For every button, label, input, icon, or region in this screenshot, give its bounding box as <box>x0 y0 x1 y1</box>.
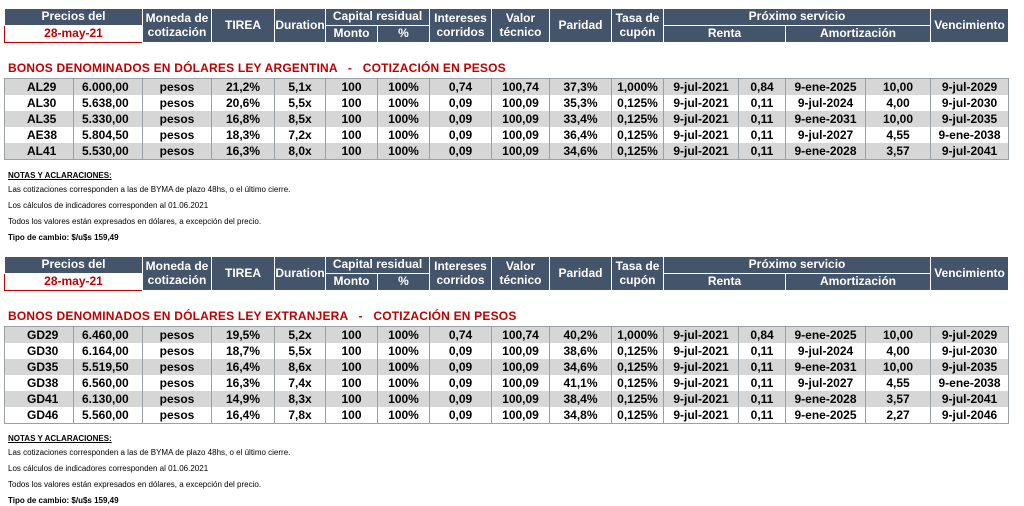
header-valor-tecnico: Valor técnico <box>492 257 550 291</box>
cell-intereses: 0,09 <box>430 95 492 111</box>
cell-price: 5.519,50 <box>74 359 143 375</box>
cell-valor-tecnico: 100,09 <box>492 359 550 375</box>
cell-duration: 8,6x <box>275 359 326 375</box>
cell-renta-fecha: 9-jul-2021 <box>664 359 739 375</box>
cell-vencimiento: 9-jul-2041 <box>931 391 1009 407</box>
cell-ticker-price <box>5 375 74 391</box>
cell-tirea: 19,5% <box>212 327 275 344</box>
cell-renta-valor: 0,11 <box>739 359 786 375</box>
cell-monto: 100 <box>326 343 378 359</box>
cell-ticker-price <box>5 143 74 160</box>
header-vencimiento: Vencimiento <box>931 9 1009 43</box>
cell-ticker: GD30 <box>27 344 59 358</box>
cell-tirea: 21,2% <box>212 79 275 96</box>
cell-amortizacion-fecha: 9-ene-2028 <box>786 391 866 407</box>
cell-renta-valor: 0,11 <box>739 95 786 111</box>
table-row <box>5 359 1009 375</box>
cell-duration: 8,3x <box>275 391 326 407</box>
notes-line: Todos los valores están expresados en dólares, a excepción del precio. <box>8 480 262 489</box>
notes-line: Las cotizaciones corresponden a las de BYMA de plazo 48hs, o el último cierre. <box>8 185 291 194</box>
cell-intereses: 0,09 <box>430 127 492 143</box>
cell-intereses: 0,09 <box>430 375 492 391</box>
cell-duration: 8,5x <box>275 111 326 127</box>
table-row <box>5 79 1009 96</box>
cell-tirea: 16,8% <box>212 111 275 127</box>
cell-tasa-cupon: 0,125% <box>612 391 664 407</box>
cell-renta-fecha: 9-jul-2021 <box>664 327 739 344</box>
cell-ticker: GD46 <box>27 408 59 422</box>
table-row <box>5 407 1009 424</box>
cell-renta-fecha: 9-jul-2021 <box>664 407 739 424</box>
header-monto: Monto <box>326 26 378 43</box>
header-proximo-servicio: Próximo servicio <box>664 9 931 26</box>
cell-duration: 8,0x <box>275 143 326 160</box>
cell-tasa-cupon: 0,125% <box>612 111 664 127</box>
header-amortizacion: Amortización <box>786 26 931 43</box>
cell-paridad: 36,4% <box>550 127 612 143</box>
header-renta: Renta <box>664 26 786 43</box>
header-monto: Monto <box>326 274 378 291</box>
cell-price: 6.460,00 <box>74 327 143 344</box>
cell-pct: 100% <box>378 143 430 160</box>
cell-vencimiento: 9-jul-2029 <box>931 327 1009 344</box>
table-row <box>5 95 1009 111</box>
section-title: BONOS DENOMINADOS EN DÓLARES LEY ARGENTINA - COTIZACIÓN EN PESOS <box>8 61 506 75</box>
cell-pct: 100% <box>378 407 430 424</box>
cell-duration: 7,2x <box>275 127 326 143</box>
cell-paridad: 35,3% <box>550 95 612 111</box>
notes-fx <box>8 496 290 506</box>
cell-moneda: pesos <box>143 79 212 96</box>
cell-amortizacion-valor: 10,00 <box>866 79 931 96</box>
cell-amortizacion-fecha: 9-jul-2024 <box>786 95 866 111</box>
cell-tirea: 14,9% <box>212 391 275 407</box>
cell-ticker-price <box>5 359 74 375</box>
cell-paridad: 38,4% <box>550 391 612 407</box>
cell-amortizacion-valor: 10,00 <box>866 111 931 127</box>
cell-renta-valor: 0,11 <box>739 407 786 424</box>
cell-tirea: 20,6% <box>212 95 275 111</box>
cell-amortizacion-fecha: 9-ene-2031 <box>786 359 866 375</box>
cell-monto: 100 <box>326 327 378 344</box>
cell-ticker: GD38 <box>27 376 59 390</box>
cell-moneda: pesos <box>143 407 212 424</box>
cell-amortizacion-fecha: 9-ene-2031 <box>786 111 866 127</box>
cell-tasa-cupon: 0,125% <box>612 375 664 391</box>
cell-renta-fecha: 9-jul-2021 <box>664 343 739 359</box>
cell-amortizacion-fecha: 9-jul-2027 <box>786 375 866 391</box>
cell-pct: 100% <box>378 95 430 111</box>
cell-renta-valor: 0,84 <box>739 79 786 96</box>
header-tirea: TIREA <box>212 257 275 291</box>
cell-renta-fecha: 9-jul-2021 <box>664 111 739 127</box>
cell-vencimiento: 9-jul-2029 <box>931 79 1009 96</box>
cell-pct: 100% <box>378 111 430 127</box>
cell-valor-tecnico: 100,09 <box>492 111 550 127</box>
header-duration: Duration <box>275 257 326 291</box>
cell-renta-valor: 0,11 <box>739 127 786 143</box>
cell-paridad: 34,8% <box>550 407 612 424</box>
cell-vencimiento: 9-ene-2038 <box>931 127 1009 143</box>
header-precios-label: Precios del <box>5 257 143 274</box>
header-intereses: Intereses corridos <box>430 9 492 43</box>
cell-ticker-price <box>5 407 74 424</box>
cell-paridad: 41,1% <box>550 375 612 391</box>
data-table <box>4 326 1009 424</box>
cell-monto: 100 <box>326 375 378 391</box>
header-capital-residual: Capital residual <box>326 9 430 26</box>
cell-vencimiento: 9-jul-2046 <box>931 407 1009 424</box>
cell-ticker: AL29 <box>27 80 57 94</box>
cell-pct: 100% <box>378 359 430 375</box>
notes-title: NOTAS Y ACLARACIONES: <box>8 171 112 180</box>
cell-amortizacion-fecha: 9-jul-2024 <box>786 343 866 359</box>
cell-moneda: pesos <box>143 391 212 407</box>
cell-vencimiento: 9-jul-2030 <box>931 343 1009 359</box>
header-pct: % <box>378 274 430 291</box>
header-amortizacion: Amortización <box>786 274 931 291</box>
cell-duration: 5,1x <box>275 79 326 96</box>
cell-tasa-cupon: 0,125% <box>612 127 664 143</box>
cell-moneda: pesos <box>143 375 212 391</box>
cell-renta-valor: 0,11 <box>739 143 786 160</box>
cell-renta-valor: 0,11 <box>739 375 786 391</box>
cell-amortizacion-valor: 3,57 <box>866 143 931 160</box>
cell-valor-tecnico: 100,09 <box>492 375 550 391</box>
cell-amortizacion-valor: 10,00 <box>866 327 931 344</box>
cell-amortizacion-valor: 4,55 <box>866 127 931 143</box>
cell-paridad: 34,6% <box>550 359 612 375</box>
cell-price: 5.560,00 <box>74 407 143 424</box>
header-tasa-cupon: Tasa de cupón <box>612 257 664 291</box>
cell-moneda: pesos <box>143 111 212 127</box>
cell-renta-fecha: 9-jul-2021 <box>664 143 739 160</box>
notes-line: Los cálculos de indicadores corresponden al 01.06.2021 <box>8 201 209 210</box>
cell-vencimiento: 9-jul-2030 <box>931 95 1009 111</box>
cell-tirea: 16,4% <box>212 359 275 375</box>
cell-moneda: pesos <box>143 143 212 160</box>
cell-amortizacion-valor: 4,00 <box>866 343 931 359</box>
cell-renta-valor: 0,11 <box>739 391 786 407</box>
cell-duration: 7,4x <box>275 375 326 391</box>
cell-ticker: AL41 <box>27 144 57 158</box>
cell-amortizacion-fecha: 9-ene-2025 <box>786 327 866 344</box>
cell-intereses: 0,74 <box>430 79 492 96</box>
cell-duration: 5,5x <box>275 343 326 359</box>
cell-moneda: pesos <box>143 127 212 143</box>
cell-moneda: pesos <box>143 343 212 359</box>
cell-ticker-price <box>5 111 74 127</box>
header-tasa-cupon: Tasa de cupón <box>612 9 664 43</box>
cell-intereses: 0,09 <box>430 359 492 375</box>
cell-renta-fecha: 9-jul-2021 <box>664 127 739 143</box>
fx-label: Tipo de cambio: <box>8 496 72 505</box>
fx-label: Tipo de cambio: <box>8 233 72 242</box>
cell-tasa-cupon: 0,125% <box>612 95 664 111</box>
cell-vencimiento: 9-jul-2035 <box>931 359 1009 375</box>
cell-price: 6.130,00 <box>74 391 143 407</box>
cell-pct: 100% <box>378 375 430 391</box>
cell-tirea: 18,7% <box>212 343 275 359</box>
cell-tirea: 16,3% <box>212 143 275 160</box>
header-moneda: Moneda de cotización <box>143 9 212 43</box>
cell-price: 6.164,00 <box>74 343 143 359</box>
cell-renta-fecha: 9-jul-2021 <box>664 375 739 391</box>
cell-tasa-cupon: 1,000% <box>612 327 664 344</box>
header-intereses: Intereses corridos <box>430 257 492 291</box>
header-precios-date: 28-may-21 <box>5 274 143 291</box>
header-renta: Renta <box>664 274 786 291</box>
cell-price: 5.638,00 <box>74 95 143 111</box>
header-capital-residual: Capital residual <box>326 257 430 274</box>
cell-tirea: 16,4% <box>212 407 275 424</box>
cell-ticker-price <box>5 391 74 407</box>
cell-renta-valor: 0,11 <box>739 343 786 359</box>
cell-price: 5.330,00 <box>74 111 143 127</box>
cell-intereses: 0,09 <box>430 111 492 127</box>
cell-duration: 5,2x <box>275 327 326 344</box>
header-vencimiento: Vencimiento <box>931 257 1009 291</box>
notes-line: Los cálculos de indicadores corresponden al 01.06.2021 <box>8 464 209 473</box>
cell-monto: 100 <box>326 111 378 127</box>
cell-ticker-price <box>5 127 74 143</box>
cell-pct: 100% <box>378 343 430 359</box>
cell-valor-tecnico: 100,09 <box>492 343 550 359</box>
cell-amortizacion-fecha: 9-ene-2028 <box>786 143 866 160</box>
header-paridad: Paridad <box>550 257 612 291</box>
table-row <box>5 127 1009 143</box>
cell-valor-tecnico: 100,09 <box>492 127 550 143</box>
cell-tasa-cupon: 0,125% <box>612 407 664 424</box>
cell-vencimiento: 9-ene-2038 <box>931 375 1009 391</box>
cell-renta-fecha: 9-jul-2021 <box>664 95 739 111</box>
cell-renta-fecha: 9-jul-2021 <box>664 391 739 407</box>
cell-amortizacion-valor: 4,00 <box>866 95 931 111</box>
cell-renta-fecha: 9-jul-2021 <box>664 79 739 96</box>
cell-ticker-price <box>5 343 74 359</box>
cell-paridad: 34,6% <box>550 143 612 160</box>
cell-intereses: 0,09 <box>430 391 492 407</box>
cell-pct: 100% <box>378 391 430 407</box>
cell-price: 6.560,00 <box>74 375 143 391</box>
notes-title: NOTAS Y ACLARACIONES: <box>8 434 112 443</box>
cell-price: 5.530,00 <box>74 143 143 160</box>
cell-paridad: 37,3% <box>550 79 612 96</box>
header-duration: Duration <box>275 9 326 43</box>
cell-paridad: 33,4% <box>550 111 612 127</box>
header-precios-label: Precios del <box>5 9 143 26</box>
cell-intereses: 0,74 <box>430 327 492 344</box>
table-row <box>5 375 1009 391</box>
table-header <box>4 8 1009 43</box>
cell-ticker-price <box>5 95 74 111</box>
cell-paridad: 38,6% <box>550 343 612 359</box>
notes <box>8 434 290 506</box>
section-title: BONOS DENOMINADOS EN DÓLARES LEY EXTRANJERA - COTIZACIÓN EN PESOS <box>8 309 517 323</box>
header-moneda: Moneda de cotización <box>143 257 212 291</box>
table-row <box>5 143 1009 160</box>
cell-valor-tecnico: 100,09 <box>492 95 550 111</box>
cell-renta-valor: 0,84 <box>739 327 786 344</box>
cell-ticker: AL35 <box>27 112 57 126</box>
table-row <box>5 327 1009 344</box>
cell-valor-tecnico: 100,74 <box>492 327 550 344</box>
cell-monto: 100 <box>326 391 378 407</box>
fx-value: $/u$s 159,49 <box>71 496 119 505</box>
cell-amortizacion-valor: 2,27 <box>866 407 931 424</box>
cell-moneda: pesos <box>143 359 212 375</box>
cell-monto: 100 <box>326 143 378 160</box>
header-paridad: Paridad <box>550 9 612 43</box>
cell-valor-tecnico: 100,09 <box>492 391 550 407</box>
cell-monto: 100 <box>326 79 378 96</box>
cell-renta-valor: 0,11 <box>739 111 786 127</box>
cell-amortizacion-fecha: 9-ene-2025 <box>786 407 866 424</box>
cell-moneda: pesos <box>143 95 212 111</box>
cell-amortizacion-valor: 3,57 <box>866 391 931 407</box>
notes-line: Todos los valores están expresados en dólares, a excepción del precio. <box>8 217 262 226</box>
cell-ticker: GD41 <box>27 392 59 406</box>
cell-price: 6.000,00 <box>74 79 143 96</box>
cell-amortizacion-fecha: 9-ene-2025 <box>786 79 866 96</box>
cell-monto: 100 <box>326 359 378 375</box>
cell-valor-tecnico: 100,09 <box>492 143 550 160</box>
header-precios-date: 28-may-21 <box>5 26 143 43</box>
notes-fx <box>8 233 290 243</box>
cell-intereses: 0,09 <box>430 407 492 424</box>
cell-tasa-cupon: 0,125% <box>612 143 664 160</box>
cell-duration: 5,5x <box>275 95 326 111</box>
header-proximo-servicio: Próximo servicio <box>664 257 931 274</box>
table-header <box>4 256 1009 291</box>
cell-intereses: 0,09 <box>430 343 492 359</box>
notes <box>8 171 290 243</box>
cell-amortizacion-fecha: 9-jul-2027 <box>786 127 866 143</box>
cell-amortizacion-valor: 10,00 <box>866 359 931 375</box>
cell-pct: 100% <box>378 79 430 96</box>
cell-ticker-price <box>5 327 74 344</box>
cell-intereses: 0,09 <box>430 143 492 160</box>
cell-tasa-cupon: 0,125% <box>612 343 664 359</box>
table-row <box>5 111 1009 127</box>
table-row <box>5 343 1009 359</box>
cell-amortizacion-valor: 4,55 <box>866 375 931 391</box>
cell-monto: 100 <box>326 127 378 143</box>
cell-pct: 100% <box>378 327 430 344</box>
cell-pct: 100% <box>378 127 430 143</box>
cell-tasa-cupon: 0,125% <box>612 359 664 375</box>
cell-ticker: GD29 <box>27 328 59 342</box>
data-table <box>4 78 1009 160</box>
table-row <box>5 391 1009 407</box>
cell-monto: 100 <box>326 407 378 424</box>
cell-ticker: AL30 <box>27 96 57 110</box>
cell-tirea: 18,3% <box>212 127 275 143</box>
header-valor-tecnico: Valor técnico <box>492 9 550 43</box>
cell-ticker-price <box>5 79 74 96</box>
notes-line: Las cotizaciones corresponden a las de BYMA de plazo 48hs, o el último cierre. <box>8 448 291 457</box>
cell-tirea: 16,3% <box>212 375 275 391</box>
header-tirea: TIREA <box>212 9 275 43</box>
cell-ticker: GD35 <box>27 360 59 374</box>
header-pct: % <box>378 26 430 43</box>
cell-valor-tecnico: 100,74 <box>492 79 550 96</box>
cell-vencimiento: 9-jul-2041 <box>931 143 1009 160</box>
cell-monto: 100 <box>326 95 378 111</box>
cell-vencimiento: 9-jul-2035 <box>931 111 1009 127</box>
cell-duration: 7,8x <box>275 407 326 424</box>
cell-paridad: 40,2% <box>550 327 612 344</box>
cell-valor-tecnico: 100,09 <box>492 407 550 424</box>
cell-tasa-cupon: 1,000% <box>612 79 664 96</box>
fx-value: $/u$s 159,49 <box>71 233 119 242</box>
cell-price: 5.804,50 <box>74 127 143 143</box>
cell-ticker: AE38 <box>27 128 58 142</box>
cell-moneda: pesos <box>143 327 212 344</box>
